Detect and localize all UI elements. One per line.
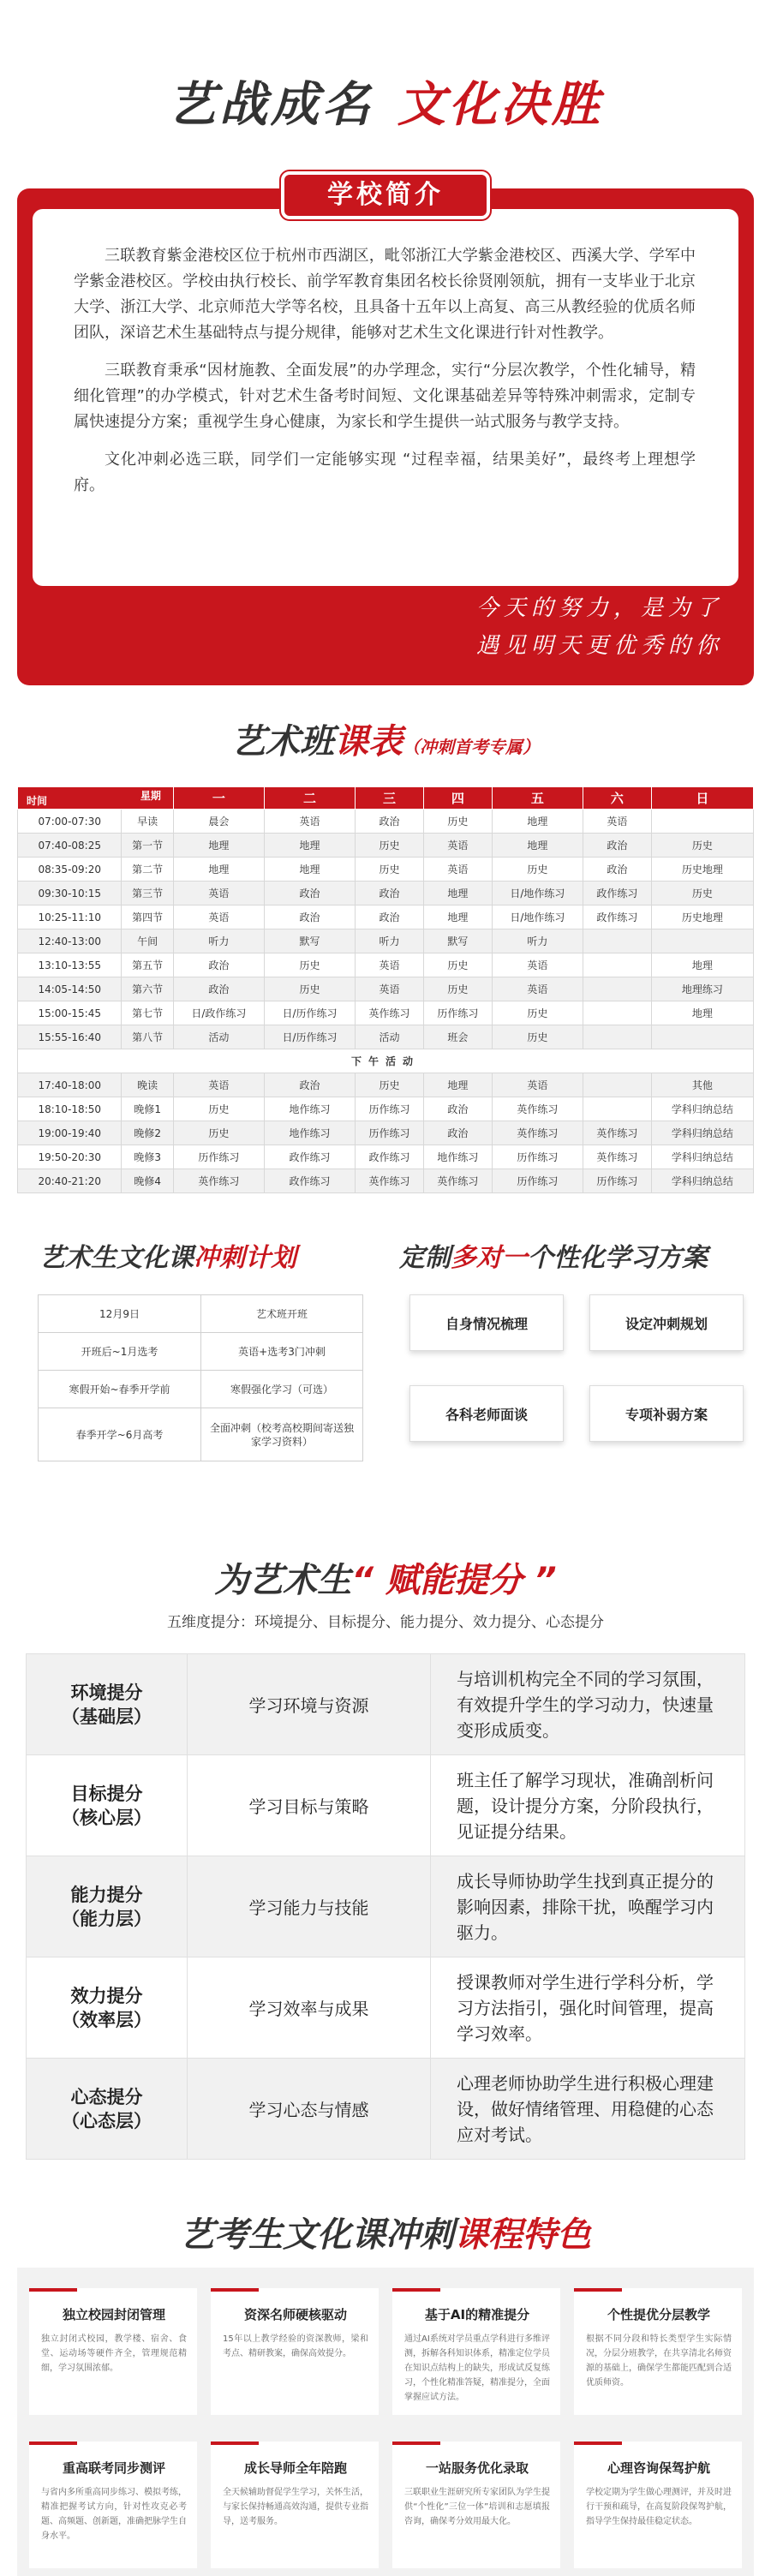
- schedule-time: 15:55-16:40: [18, 1025, 122, 1049]
- sprint-content: 艺术班开班: [201, 1295, 363, 1333]
- features-grid: [17, 2268, 754, 2576]
- empower-title: [0, 1553, 771, 1601]
- empower-subtitle: 五维度提分：环境提分、目标提分、能力提分、效力提分、心态提分: [167, 1614, 604, 1631]
- schedule-time: 15:00-15:45: [18, 1001, 122, 1025]
- schedule-cell: 英作练习: [492, 1121, 583, 1145]
- schedule-cell: [583, 1025, 651, 1049]
- schedule-cell: 历史: [173, 1121, 264, 1145]
- feature-name: 独立校园封闭管理: [62, 2307, 165, 2322]
- hero: [0, 0, 771, 171]
- empower-row: [27, 2059, 745, 2160]
- empower-desc: 班主任了解学习现状，准确剖析问题，设计提分方案，分阶段执行，见证提分结果。: [431, 1755, 745, 1856]
- schedule-cell: [583, 929, 651, 953]
- sprint-row: [39, 1333, 363, 1371]
- schedule-period: 晚修4: [122, 1169, 173, 1193]
- feature-desc: 独立封闭式校园，教学楼、宿舍、食堂、运动场等硬件齐全，管理规范精细，学习氛围浓郁。: [41, 2334, 187, 2373]
- schedule-cell: 历作练习: [583, 1169, 651, 1193]
- schedule-cell: 听力: [492, 929, 583, 953]
- schedule-cell: 英作练习: [583, 1145, 651, 1169]
- intro-slogan: [476, 589, 723, 665]
- empower-desc: 授课教师对学生进行学科分析，学习方法指引，强化时间管理，提高学习效率。: [431, 1957, 745, 2059]
- schedule-period: 早读: [122, 810, 173, 834]
- feature-desc: 三联职业生涯研究所专家团队为学生提供“个性化”三位一体”培训和志愿填报咨询，确保考分效用最大化。: [404, 2488, 550, 2526]
- schedule-cell: 日/历作练习: [264, 1025, 355, 1049]
- feature-name: 资深名师硬核驱动: [243, 2307, 347, 2322]
- schedule-cell: 地理: [651, 1001, 753, 1025]
- schedule-cell: 英作练习: [173, 1169, 264, 1193]
- schedule-time: 19:50-20:30: [18, 1145, 122, 1169]
- schedule-cell: 政治: [264, 905, 355, 929]
- schedule-time: 07:00-07:30: [18, 810, 122, 834]
- feature-card: [211, 2288, 379, 2415]
- day-header: 六: [583, 787, 651, 810]
- hero-title-dark: 艺战成名: [168, 77, 374, 133]
- school-intro: [17, 171, 754, 685]
- schedule-cell: 英作练习: [356, 1001, 424, 1025]
- schedule-cell: 其他: [651, 1073, 753, 1097]
- schedule-row: [18, 834, 754, 858]
- sprint-period: 12月9日: [39, 1295, 201, 1333]
- schedule-cell: 英语: [492, 977, 583, 1001]
- schedule-cell: 地理: [264, 834, 355, 858]
- custom-cell: 设定冲刺规划: [589, 1294, 744, 1351]
- afternoon-label: 下午活动: [18, 1049, 754, 1073]
- schedule-cell: 英语: [423, 858, 492, 882]
- empower-desc: 成长导师协助学生找到真正提分的影响因素，排除干扰，唤醒学习内驱力。: [431, 1856, 745, 1957]
- schedule-time: 20:40-21:20: [18, 1169, 122, 1193]
- schedule-cell: 活动: [173, 1025, 264, 1049]
- sprint-row: [39, 1371, 363, 1408]
- schedule-cell: 历史: [492, 858, 583, 882]
- schedule-cell: 历史: [264, 977, 355, 1001]
- schedule-cell: [583, 953, 651, 977]
- empower-topic: 学习心态与情感: [188, 2059, 431, 2160]
- empower-title-dark: 为艺术生: [214, 1561, 352, 1600]
- schedule-cell: 政作练习: [264, 1169, 355, 1193]
- schedule-cell: 政治: [173, 953, 264, 977]
- schedule-cell: 英语: [356, 977, 424, 1001]
- schedule-period: 第三节: [122, 882, 173, 905]
- schedule-row: [18, 953, 754, 977]
- schedule-cell: 政作练习: [264, 1145, 355, 1169]
- feature-card: [29, 2288, 197, 2415]
- schedule-cell: 地作练习: [264, 1121, 355, 1145]
- sprint-period: 开班后~1月选考: [39, 1333, 201, 1371]
- intro-badge: 学校简介: [281, 171, 490, 219]
- feature-name: 成长导师全年陪跑: [243, 2460, 347, 2476]
- schedule-cell: 政治: [583, 834, 651, 858]
- feature-name: 基于AI的精准提分: [424, 2307, 530, 2322]
- schedule-row: [18, 1097, 754, 1121]
- schedule-cell: 默写: [423, 929, 492, 953]
- schedule-period: 第五节: [122, 953, 173, 977]
- schedule-cell: 历史: [173, 1097, 264, 1121]
- schedule-cell: 学科归纳总结: [651, 1169, 753, 1193]
- schedule-cell: 政作练习: [356, 1145, 424, 1169]
- schedule-time: 13:10-13:55: [18, 953, 122, 977]
- schedule-cell: 历史: [651, 882, 753, 905]
- custom-title-dark-2: 个性化学习方案: [528, 1243, 708, 1273]
- schedule-row: [18, 810, 754, 834]
- schedule-cell: 活动: [356, 1025, 424, 1049]
- empower-layer: 能力提分 （能力层）: [27, 1856, 188, 1957]
- feature-desc: 全天候辅助督促学生学习，关怀生活，与家长保持畅通高效沟通，提供专业指导，送考服务。: [223, 2488, 368, 2526]
- schedule-period: 第四节: [122, 905, 173, 929]
- features-title-dark: 艺考生文化课冲刺: [180, 2215, 454, 2255]
- slogan-line-1: 今天的努力，是为了: [475, 595, 723, 621]
- schedule-period: 第二节: [122, 858, 173, 882]
- schedule-title-red: 课表: [334, 722, 403, 762]
- corner-week: 星期: [140, 790, 161, 802]
- schedule-cell: 英语: [173, 882, 264, 905]
- schedule-cell: 班会: [423, 1025, 492, 1049]
- intro-paragraph-3: 文化冲刺必选三联，同学们一定能够实现 “过程幸福，结果美好”，最终考上理想学府。: [74, 451, 696, 494]
- feature-name: 个性提优分层教学: [607, 2307, 710, 2322]
- sprint-title: [39, 1236, 296, 1274]
- feature-card: [29, 2442, 197, 2568]
- schedule-time: 09:30-10:15: [18, 882, 122, 905]
- schedule-time: 07:40-08:25: [18, 834, 122, 858]
- day-header: 四: [423, 787, 492, 810]
- day-header: 五: [492, 787, 583, 810]
- day-header: 三: [356, 787, 424, 810]
- empower-topic: 学习目标与策略: [188, 1755, 431, 1856]
- schedule-time: 12:40-13:00: [18, 929, 122, 953]
- schedule-cell: 英作练习: [356, 1169, 424, 1193]
- schedule-cell: [583, 1001, 651, 1025]
- schedule-period: 第七节: [122, 1001, 173, 1025]
- schedule-body: [18, 810, 754, 1193]
- schedule-cell: 政治: [423, 1121, 492, 1145]
- schedule-cell: 听力: [356, 929, 424, 953]
- schedule-period: 晚修3: [122, 1145, 173, 1169]
- feature-desc: 与省内多所重高同步练习、模拟考练，精准把握考试方向，针对性攻克必考题、高频题、创新题，准确把脉学生自身水平。: [41, 2488, 187, 2541]
- sprint-period: 寒假开始~春季开学前: [39, 1371, 201, 1408]
- custom-cell: 自身情况梳理: [409, 1294, 564, 1351]
- schedule-cell: 英语: [173, 905, 264, 929]
- schedule-title-dark: 艺术班: [231, 722, 334, 762]
- schedule-cell: [583, 1073, 651, 1097]
- schedule-time: 17:40-18:00: [18, 1073, 122, 1097]
- schedule-cell: 政作练习: [583, 905, 651, 929]
- schedule-cell: 历史: [423, 953, 492, 977]
- empower-row: [27, 1755, 745, 1856]
- empower-topic: 学习环境与资源: [188, 1654, 431, 1755]
- schedule-cell: 英语: [583, 810, 651, 834]
- schedule-cell: 历作练习: [423, 1001, 492, 1025]
- custom-title-dark-1: 定制: [399, 1243, 451, 1273]
- schedule-row: [18, 882, 754, 905]
- schedule-time: 10:25-11:10: [18, 905, 122, 929]
- schedule-cell: 地理: [173, 858, 264, 882]
- sprint-row: [39, 1408, 363, 1461]
- schedule-cell: 政治: [173, 977, 264, 1001]
- schedule-header-row: [18, 787, 754, 810]
- schedule-cell: 政治: [423, 1097, 492, 1121]
- empower-topic: 学习效率与成果: [188, 1957, 431, 2059]
- feature-card: [211, 2442, 379, 2568]
- schedule-cell: 学科归纳总结: [651, 1121, 753, 1145]
- schedule-cell: 历作练习: [356, 1097, 424, 1121]
- feature-desc: 根据不同分段和特长类型学生实际情况，分层分班教学，在共享清北名师资源的基础上，确保学生都能匹配到合适优质师资。: [586, 2334, 732, 2388]
- schedule-cell: 地理: [423, 905, 492, 929]
- schedule-row: [18, 1121, 754, 1145]
- schedule-period: 第八节: [122, 1025, 173, 1049]
- corner-time: 时间: [27, 795, 48, 807]
- feature-card: [574, 2442, 742, 2568]
- schedule-cell: 历史: [423, 977, 492, 1001]
- empower-layer: 环境提分 （基础层）: [27, 1654, 188, 1755]
- schedule-cell: [651, 810, 753, 834]
- custom-cell: 专项补弱方案: [589, 1385, 744, 1442]
- schedule-cell: 历史: [423, 810, 492, 834]
- schedule-cell: 历史: [492, 1025, 583, 1049]
- schedule-cell: 历史: [651, 834, 753, 858]
- schedule-row: [18, 1169, 754, 1193]
- schedule-row: [18, 1145, 754, 1169]
- hero-title-red: 文化决胜: [397, 77, 603, 133]
- schedule-cell: 地理: [651, 953, 753, 977]
- feature-name: 心理咨询保驾护航: [607, 2460, 710, 2476]
- schedule-cell: 历史地理: [651, 905, 753, 929]
- schedule-row: [18, 1025, 754, 1049]
- sprint-content: 全面冲刺（校考高校期间寄送独家学习资料）: [201, 1408, 363, 1461]
- schedule-cell: 日/政作练习: [173, 1001, 264, 1025]
- feature-name: 重高联考同步测评: [62, 2460, 165, 2476]
- intro-card: [33, 209, 738, 586]
- schedule-time: 14:05-14:50: [18, 977, 122, 1001]
- empower-layer: 心态提分 （心态层）: [27, 2059, 188, 2160]
- schedule-cell: 历史: [356, 1073, 424, 1097]
- feature-desc: 通过AI系统对学员重点学科进行多维评测，拆解各科知识体系，精准定位学员在知识点结构上的缺失，形成试反复练习，个性化精准答疑，精准提分，全面掌握应试方法。: [404, 2334, 550, 2402]
- schedule-row: [18, 977, 754, 1001]
- empower-body: [27, 1654, 745, 2160]
- schedule-period: 晚读: [122, 1073, 173, 1097]
- schedule-cell: 地理练习: [651, 977, 753, 1001]
- schedule-table: [17, 786, 754, 1193]
- schedule-cell: 政治: [583, 858, 651, 882]
- schedule-time: 19:00-19:40: [18, 1121, 122, 1145]
- sprint-title-dark: 艺术生文化课: [39, 1243, 194, 1273]
- schedule-cell: 听力: [173, 929, 264, 953]
- feature-desc: 15年以上教学经验的资深教师，梁和考点、精研教案，确保高效提分。: [223, 2334, 368, 2358]
- schedule-cell: 地理: [423, 882, 492, 905]
- schedule-cell: 默写: [264, 929, 355, 953]
- empower-layer: 效力提分 （效率层）: [27, 1957, 188, 2059]
- schedule-cell: 学科归纳总结: [651, 1145, 753, 1169]
- schedule-cell: 晨会: [173, 810, 264, 834]
- empower-table: [26, 1653, 745, 2160]
- schedule-cell: 英语: [264, 810, 355, 834]
- schedule-cell: 英作练习: [583, 1121, 651, 1145]
- empower-desc: 与培训机构完全不同的学习氛围，有效提升学生的学习动力，快速量变形成质变。: [431, 1654, 745, 1755]
- intro-paragraph-2: 三联教育秉承“因材施教、全面发展”的办学理念，实行“分层次教学，个性化辅导，精细化管理”的办学模式，针对艺术生备考时间短、文化课基础差异等特殊冲刺需求，定制专属快速提分方案；重视学生身心健康，为家长和学生提供一站式服务与教学支持。: [74, 362, 696, 431]
- schedule-period: 晚修1: [122, 1097, 173, 1121]
- schedule-corner: [18, 787, 174, 810]
- schedule-cell: 历作练习: [492, 1145, 583, 1169]
- schedule-cell: 英作练习: [423, 1169, 492, 1193]
- empower-row: [27, 1856, 745, 1957]
- empower-desc: 心理老师协助学生进行积极心理建设，做好情绪管理、用稳健的心态应对考试。: [431, 2059, 745, 2160]
- custom-title: [399, 1236, 708, 1274]
- schedule-cell: 英语: [492, 1073, 583, 1097]
- schedule-cell: 历史: [356, 858, 424, 882]
- schedule-cell: 学科归纳总结: [651, 1097, 753, 1121]
- plan-section: [0, 1236, 771, 1545]
- afternoon-row: [18, 1049, 754, 1073]
- features-title: [0, 2208, 771, 2256]
- schedule-cell: 英语: [356, 953, 424, 977]
- empower-topic: 学习能力与技能: [188, 1856, 431, 1957]
- schedule-cell: 历作练习: [492, 1169, 583, 1193]
- schedule-row: [18, 905, 754, 929]
- empower-row: [27, 1957, 745, 2059]
- sprint-content: 寒假强化学习（可选）: [201, 1371, 363, 1408]
- hero-title: [0, 67, 771, 135]
- schedule-cell: 地作练习: [423, 1145, 492, 1169]
- schedule-cell: 政治: [356, 882, 424, 905]
- schedule-title-sub: （冲刺首考专属）: [403, 737, 540, 757]
- schedule-cell: 英语: [173, 1073, 264, 1097]
- schedule-cell: 英语: [492, 953, 583, 977]
- schedule-cell: 政治: [264, 1073, 355, 1097]
- sprint-title-red: 冲刺计划: [194, 1243, 296, 1273]
- schedule-cell: 历作练习: [356, 1121, 424, 1145]
- schedule-cell: 政治: [356, 905, 424, 929]
- empower-layer: 目标提分 （核心层）: [27, 1755, 188, 1856]
- schedule-time: 08:35-09:20: [18, 858, 122, 882]
- feature-desc: 学校定期为学生做心理测评，并及时进行干预和疏导，在高复阶段保驾护航，指导学生保持最佳稳定状态。: [586, 2488, 732, 2526]
- schedule-period: 第六节: [122, 977, 173, 1001]
- day-header: 二: [264, 787, 355, 810]
- schedule-row: [18, 1001, 754, 1025]
- intro-paragraph-1: 三联教育紫金港校区位于杭州市西湖区，毗邻浙江大学紫金港校区、西溪大学、学军中学紫金港校区。学校由执行校长、前学军教育集团名校长徐贤刚领航，拥有一支毕业于北京大学、浙江大学、北京师范大学等名校，且具备十五年以上高复、高三从教经验的优质名师团队，深谙艺术生基础特点与提分规律，能够对艺术生文化课进行针对性教学。: [74, 247, 696, 342]
- schedule-row: [18, 1073, 754, 1097]
- schedule-cell: [583, 977, 651, 1001]
- sprint-content: 英语+选考3门冲刺: [201, 1333, 363, 1371]
- schedule-cell: 地作练习: [264, 1097, 355, 1121]
- custom-cell: 各科老师面谈: [409, 1385, 564, 1442]
- slogan-line-2: 遇见明天更优秀的你: [475, 633, 723, 659]
- schedule-cell: 日/历作练习: [264, 1001, 355, 1025]
- day-header: 一: [173, 787, 264, 810]
- schedule-cell: 日/地作练习: [492, 882, 583, 905]
- empower-title-red: “ 赋能提分 ”: [351, 1561, 557, 1600]
- schedule-cell: 历史地理: [651, 858, 753, 882]
- schedule-cell: 地理: [264, 858, 355, 882]
- schedule-period: 晚修2: [122, 1121, 173, 1145]
- features-title-red: 课程特色: [454, 2215, 591, 2255]
- schedule-cell: 地理: [492, 834, 583, 858]
- schedule-time: 18:10-18:50: [18, 1097, 122, 1121]
- schedule-cell: 政作练习: [583, 882, 651, 905]
- schedule-title: [0, 714, 771, 766]
- schedule-cell: 英语: [423, 834, 492, 858]
- schedule-row: [18, 929, 754, 953]
- custom-grid: [409, 1294, 752, 1442]
- schedule-cell: [583, 1097, 651, 1121]
- schedule-cell: 历史: [356, 834, 424, 858]
- schedule-cell: 历作练习: [173, 1145, 264, 1169]
- sprint-row: [39, 1295, 363, 1333]
- schedule-cell: 政治: [356, 810, 424, 834]
- schedule-period: 午间: [122, 929, 173, 953]
- schedule-cell: 历史: [264, 953, 355, 977]
- schedule-cell: 历史: [492, 1001, 583, 1025]
- feature-card: [574, 2288, 742, 2415]
- schedule-period: 第一节: [122, 834, 173, 858]
- schedule-cell: 日/地作练习: [492, 905, 583, 929]
- schedule-cell: 英作练习: [492, 1097, 583, 1121]
- sprint-period: 春季开学~6月高考: [39, 1408, 201, 1461]
- custom-title-red: 多对一: [451, 1243, 528, 1273]
- schedule-row: [18, 858, 754, 882]
- schedule-cell: 政治: [264, 882, 355, 905]
- schedule-cell: 地理: [173, 834, 264, 858]
- schedule-cell: [651, 1025, 753, 1049]
- feature-card: [392, 2442, 560, 2568]
- feature-card: [392, 2288, 560, 2415]
- schedule-cell: [651, 929, 753, 953]
- schedule-cell: 地理: [492, 810, 583, 834]
- sprint-table: [38, 1294, 363, 1461]
- feature-name: 一站服务优化录取: [425, 2460, 529, 2476]
- empower-row: [27, 1654, 745, 1755]
- day-header: 日: [651, 787, 753, 810]
- schedule-cell: 地理: [423, 1073, 492, 1097]
